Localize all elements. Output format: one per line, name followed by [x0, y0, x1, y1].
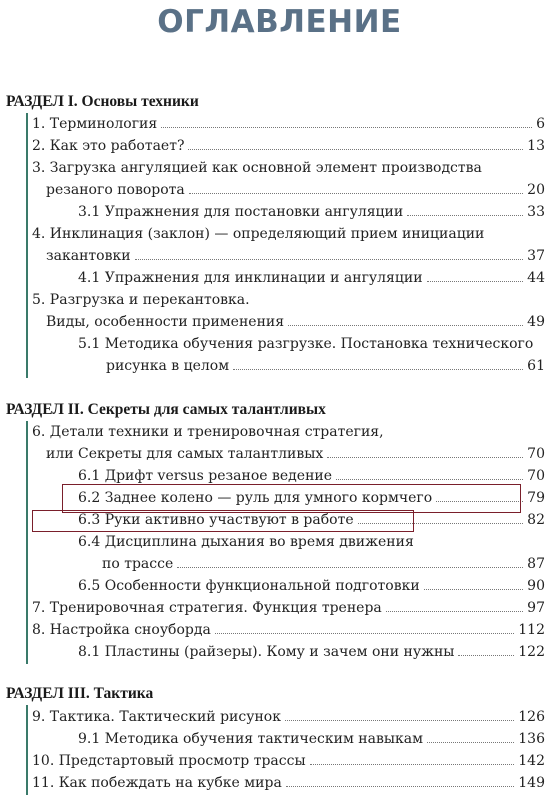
toc-entry-title: 7. Тренировочная стратегия. Функция тренера: [32, 600, 382, 616]
toc-entry-page: 44: [527, 270, 545, 286]
toc-entry-page: 136: [518, 731, 545, 747]
toc-entry-5-line-1[interactable]: 5. Разгрузка и перекантовка.: [32, 292, 250, 308]
dot-leader: [310, 764, 515, 765]
toc-entry-3-1[interactable]: [78, 201, 545, 223]
toc-entry-page: 97: [527, 600, 545, 616]
dot-leader: [327, 457, 523, 458]
section-heading-3: РАЗДЕЛ III. Тактика: [6, 685, 154, 702]
dot-leader: [288, 325, 523, 326]
section-rule-2: [26, 421, 28, 664]
toc-entry-9[interactable]: [32, 706, 545, 728]
dot-leader: [177, 567, 523, 568]
dot-leader: [285, 720, 514, 721]
toc-entry-title: 6.5 Особенности функциональной подготовки: [78, 578, 420, 594]
dot-leader: [336, 479, 523, 480]
dot-leader: [215, 633, 514, 634]
toc-entry-9-1[interactable]: [78, 728, 545, 750]
toc-entry-6-4[interactable]: [102, 553, 545, 575]
toc-entry-title: 8.1 Пластины (райзеры). Кому и зачем они нужны: [78, 644, 455, 660]
highlight-box-6-2: [62, 484, 521, 513]
toc-entry-title: 2. Как это работает?: [32, 138, 185, 154]
highlight-box-6-3: [32, 510, 414, 532]
dot-leader: [188, 149, 523, 150]
toc-entry-page: 70: [527, 468, 545, 484]
toc-entry-page: 122: [518, 644, 545, 660]
toc-entry-page: 49: [527, 314, 545, 330]
dot-leader: [189, 193, 523, 194]
toc-entry-title: Виды, особенности применения: [46, 314, 285, 330]
toc-entry-title: 6.2 Заднее колено — руль для умного кормчего: [78, 490, 433, 506]
toc-entry-8-1[interactable]: [78, 641, 545, 663]
toc-entry-title: рисунка в целом: [106, 358, 230, 374]
toc-entry-title: 6.3 Руки активно участвуют в работе: [78, 512, 354, 528]
toc-entry-page: 33: [527, 204, 545, 220]
toc-entry-page: 37: [527, 248, 545, 264]
toc-entry-2[interactable]: [32, 135, 545, 157]
toc-entry-page: 61: [527, 358, 545, 374]
toc-entry-page: 70: [527, 446, 545, 462]
toc-entry-page: 149: [518, 775, 545, 791]
toc-entry-page: 87: [527, 556, 545, 572]
toc-entry-5[interactable]: [46, 311, 545, 333]
section-heading-2: РАЗДЕЛ II. Секреты для самых талантливых: [6, 401, 326, 418]
toc-entry-6-4-line-1[interactable]: 6.4 Дисциплина дыхания во время движения: [78, 534, 414, 550]
toc-entry-title: 9.1 Методика обучения тактическим навыкам: [78, 731, 423, 747]
toc-entry-title: 3.1 Упражнения для постановки ангуляции: [78, 204, 404, 220]
toc-entry-title: резаного поворота: [46, 182, 185, 198]
dot-leader: [135, 259, 524, 260]
toc-entry-page: 13: [527, 138, 545, 154]
section-rule-1: [26, 113, 28, 378]
toc-entry-3[interactable]: [46, 179, 545, 201]
toc-entry-3-line-1[interactable]: 3. Загрузка ангуляцией как основной элемент производства: [32, 160, 482, 176]
toc-entry-title: или Секреты для самых талантливых: [46, 446, 324, 462]
toc-entry-page: 20: [527, 182, 545, 198]
toc-entry-title: по трассе: [102, 556, 174, 572]
toc-entry-page: 112: [518, 622, 545, 638]
toc-entry-4-line-1[interactable]: 4. Инклинация (заклон) — определяющий прием инициации: [32, 226, 485, 242]
toc-entry-4-1[interactable]: [78, 267, 545, 289]
toc-entry-page: 82: [527, 512, 545, 528]
toc-entry-page: 6: [536, 116, 545, 132]
toc-entry-11[interactable]: [32, 772, 545, 794]
dot-leader: [286, 786, 514, 787]
toc-entry-title: 1. Терминология: [32, 116, 158, 132]
section-heading-1: РАЗДЕЛ I. Основы техники: [6, 93, 199, 110]
toc-entry-page: 90: [527, 578, 545, 594]
dot-leader: [233, 369, 523, 370]
toc-entry-title: 8. Настройка сноуборда: [32, 622, 211, 638]
toc-entry-title: 10. Предстартовый просмотр трассы: [32, 753, 306, 769]
toc-entry-6-line-1[interactable]: 6. Детали техники и тренировочная стратегия,: [32, 424, 384, 440]
toc-entry-10[interactable]: [32, 750, 545, 772]
toc-entry-title: закантовки: [46, 248, 131, 264]
dot-leader: [407, 215, 523, 216]
dot-leader: [424, 589, 523, 590]
toc-entry-page: 126: [518, 709, 545, 725]
toc-entry-1[interactable]: [32, 113, 545, 135]
page-title: ОГЛАВЛЕНИЕ: [157, 4, 402, 40]
toc-entry-title: 9. Тактика. Тактический рисунок: [32, 709, 281, 725]
dot-leader: [161, 127, 532, 128]
toc-entry-title: 4.1 Упражнения для инклинации и ангуляции: [78, 270, 423, 286]
toc-entry-4[interactable]: [46, 245, 545, 267]
dot-leader: [458, 655, 514, 656]
dot-leader: [386, 611, 523, 612]
toc-entry-8[interactable]: [32, 619, 545, 641]
toc-entry-page: 142: [518, 753, 545, 769]
toc-entry-6[interactable]: [46, 443, 545, 465]
dot-leader: [427, 742, 514, 743]
toc-entry-5-1[interactable]: [106, 355, 545, 377]
toc-entry-6-5[interactable]: [78, 575, 545, 597]
dot-leader: [427, 281, 524, 282]
toc-entry-title: 11. Как побеждать на кубке мира: [32, 775, 282, 791]
toc-entry-page: 79: [527, 490, 545, 506]
section-rule-3: [26, 705, 28, 795]
toc-entry-title: 6.1 Дрифт versus резаное ведение: [78, 468, 333, 484]
toc-entry-7[interactable]: [32, 597, 545, 619]
toc-entry-5-1-line-1[interactable]: 5.1 Методика обучения разгрузке. Постановка технического: [78, 336, 534, 352]
